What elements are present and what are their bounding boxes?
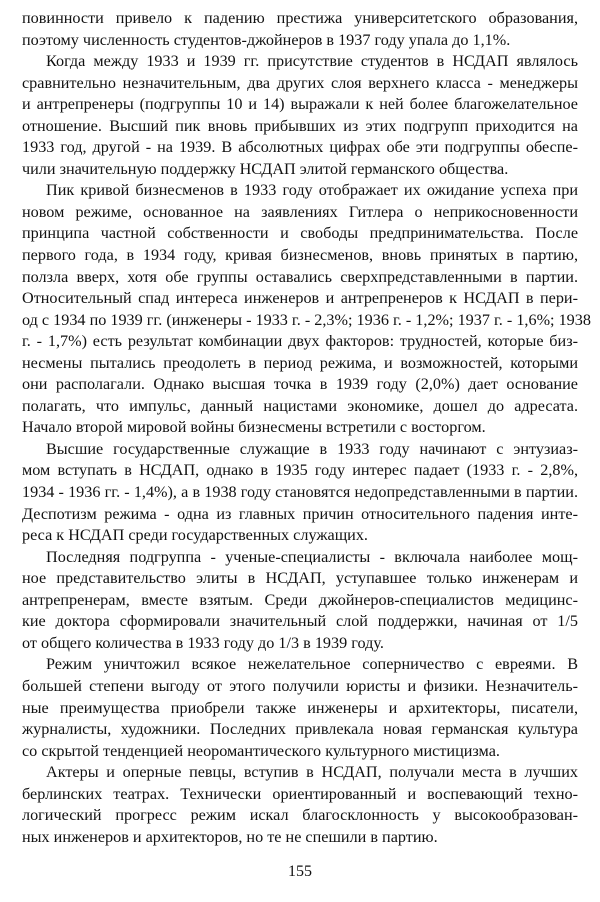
paragraph: [22, 762, 578, 848]
text-line: 1934 - 1936 гг. - 1,4%), а в 1938 году становятся недопредставленными в партии.: [22, 483, 578, 502]
text-line: отношение. Высший пик вновь прибывших из этих подгрупп приходится на: [22, 116, 578, 135]
text-line: Актеры и оперные певцы, вступив в НСДАП, получали места в лучших: [46, 763, 578, 782]
text-line: г. - 1,7%) есть результат комбинации двух факторов: трудностей, которые биз-: [22, 332, 578, 351]
text-line: ное представительство элиты в НСДАП, уступавшее только инженерам и: [22, 569, 578, 588]
text-line: мом вступать в НСДАП, однако в 1935 году интерес падает (1933 г. - 2,8%,: [22, 461, 578, 480]
text-line: поэтому численность студентов-джойнеров в 1937 году упала до 1,1%.: [22, 30, 511, 49]
text-line: они располагали. Однако высшая точка в 1939 году (2,0%) дает основание: [22, 375, 578, 394]
paragraph: [22, 439, 578, 547]
text-line: чили значительную поддержку НСДАП элитой германского общества.: [22, 159, 509, 178]
text-line: первого года, в 1934 году, кривая бизнесменов, вновь принятых в партию,: [22, 246, 578, 265]
paragraph: [22, 547, 578, 655]
text-line: Начало второй мировой войны бизнесмены встретили с восторгом.: [22, 418, 486, 437]
text-line: журналисты, художники. Последних привлекала новая германская культура: [22, 720, 578, 739]
text-line: берлинских театрах. Технически ориентированный и воспевающий техно-: [22, 784, 578, 803]
paragraph: [22, 180, 591, 439]
page-number: 155: [288, 863, 312, 880]
text-line: новом режиме, основанное на заявлениях Гитлера о неприкосновенности: [22, 202, 578, 221]
text-line: и антрепренеры (подгруппы 10 и 14) выражали к ней более благожелательное: [22, 95, 578, 114]
text-line: ползла вверх, хотя обе группы оставались сверхпредставленными в партии.: [22, 267, 578, 286]
text-line: Высшие государственные служащие в 1933 году начинают с энтузиаз-: [46, 439, 578, 458]
text-line: принципа частной собственности и свободы предпринимательства. После: [22, 224, 578, 243]
text-line: Последняя подгруппа - ученые-специалисты - включала наиболее мощ-: [46, 547, 578, 566]
text-line: Режим уничтожил всякое нежелательное соперничество с евреями. В: [46, 655, 578, 674]
paragraph: [22, 654, 578, 762]
text-line: от общего количества в 1933 году до 1/3 в 1939 году.: [22, 633, 384, 652]
text-line: Относительный спад интереса инженеров и антрепренеров к НСДАП в пери-: [22, 289, 578, 308]
text-line: логический прогресс режим искал благосклонность у высокообразован-: [22, 806, 578, 825]
text-line: ные преимущества приобрели также инженеры и архитекторы, писатели,: [22, 698, 578, 717]
page-body: [22, 8, 591, 848]
text-line: од с 1934 по 1939 гг. (инженеры - 1933 г. - 2,3%; 1936 г. - 1,2%; 1937 г. - 1,6%; 1938: [22, 310, 591, 329]
text-line: повинности привело к падению престижа университетского образования,: [22, 9, 578, 27]
paragraph: [22, 8, 578, 51]
text-line: большей степени выгоду от этого получили юристы и физики. Незначитель-: [22, 676, 578, 695]
text-line: Пик кривой бизнесменов в 1933 году отображает их ожидание успеха при: [46, 181, 578, 200]
text-line: со скрытой тенденцией неоромантического культурного мистицизма.: [22, 741, 500, 760]
paragraph: [22, 51, 578, 180]
text-line: сравнительно незначительным, два других слоя верхнего класса - менеджеры: [22, 73, 578, 92]
text-line: несмены пытались преодолеть в период режима, и возможностей, которыми: [22, 353, 578, 372]
text-line: Деспотизм режима - одна из главных причин относительного падения инте-: [22, 504, 578, 523]
text-line: реса к НСДАП среди государственных служащих.: [22, 526, 368, 545]
text-line: ных инженеров и архитекторов, но те не спешили в партию.: [22, 827, 438, 846]
text-line: кие доктора сформировали значительный слой поддержки, начиная от 1/5: [22, 612, 578, 631]
text-line: 1933 год, другой - на 1939. В абсолютных цифрах обе эти подгруппы обеспе-: [22, 138, 578, 157]
text-line: антрепренерам, вместе взятым. Среди джойнеров-специалистов медицинс-: [22, 590, 578, 609]
text-line: Когда между 1933 и 1939 гг. присутствие студентов в НСДАП являлось: [46, 52, 578, 71]
text-line: полагать, что импульс, данный нацистами экономике, дошел до адресата.: [22, 396, 578, 415]
